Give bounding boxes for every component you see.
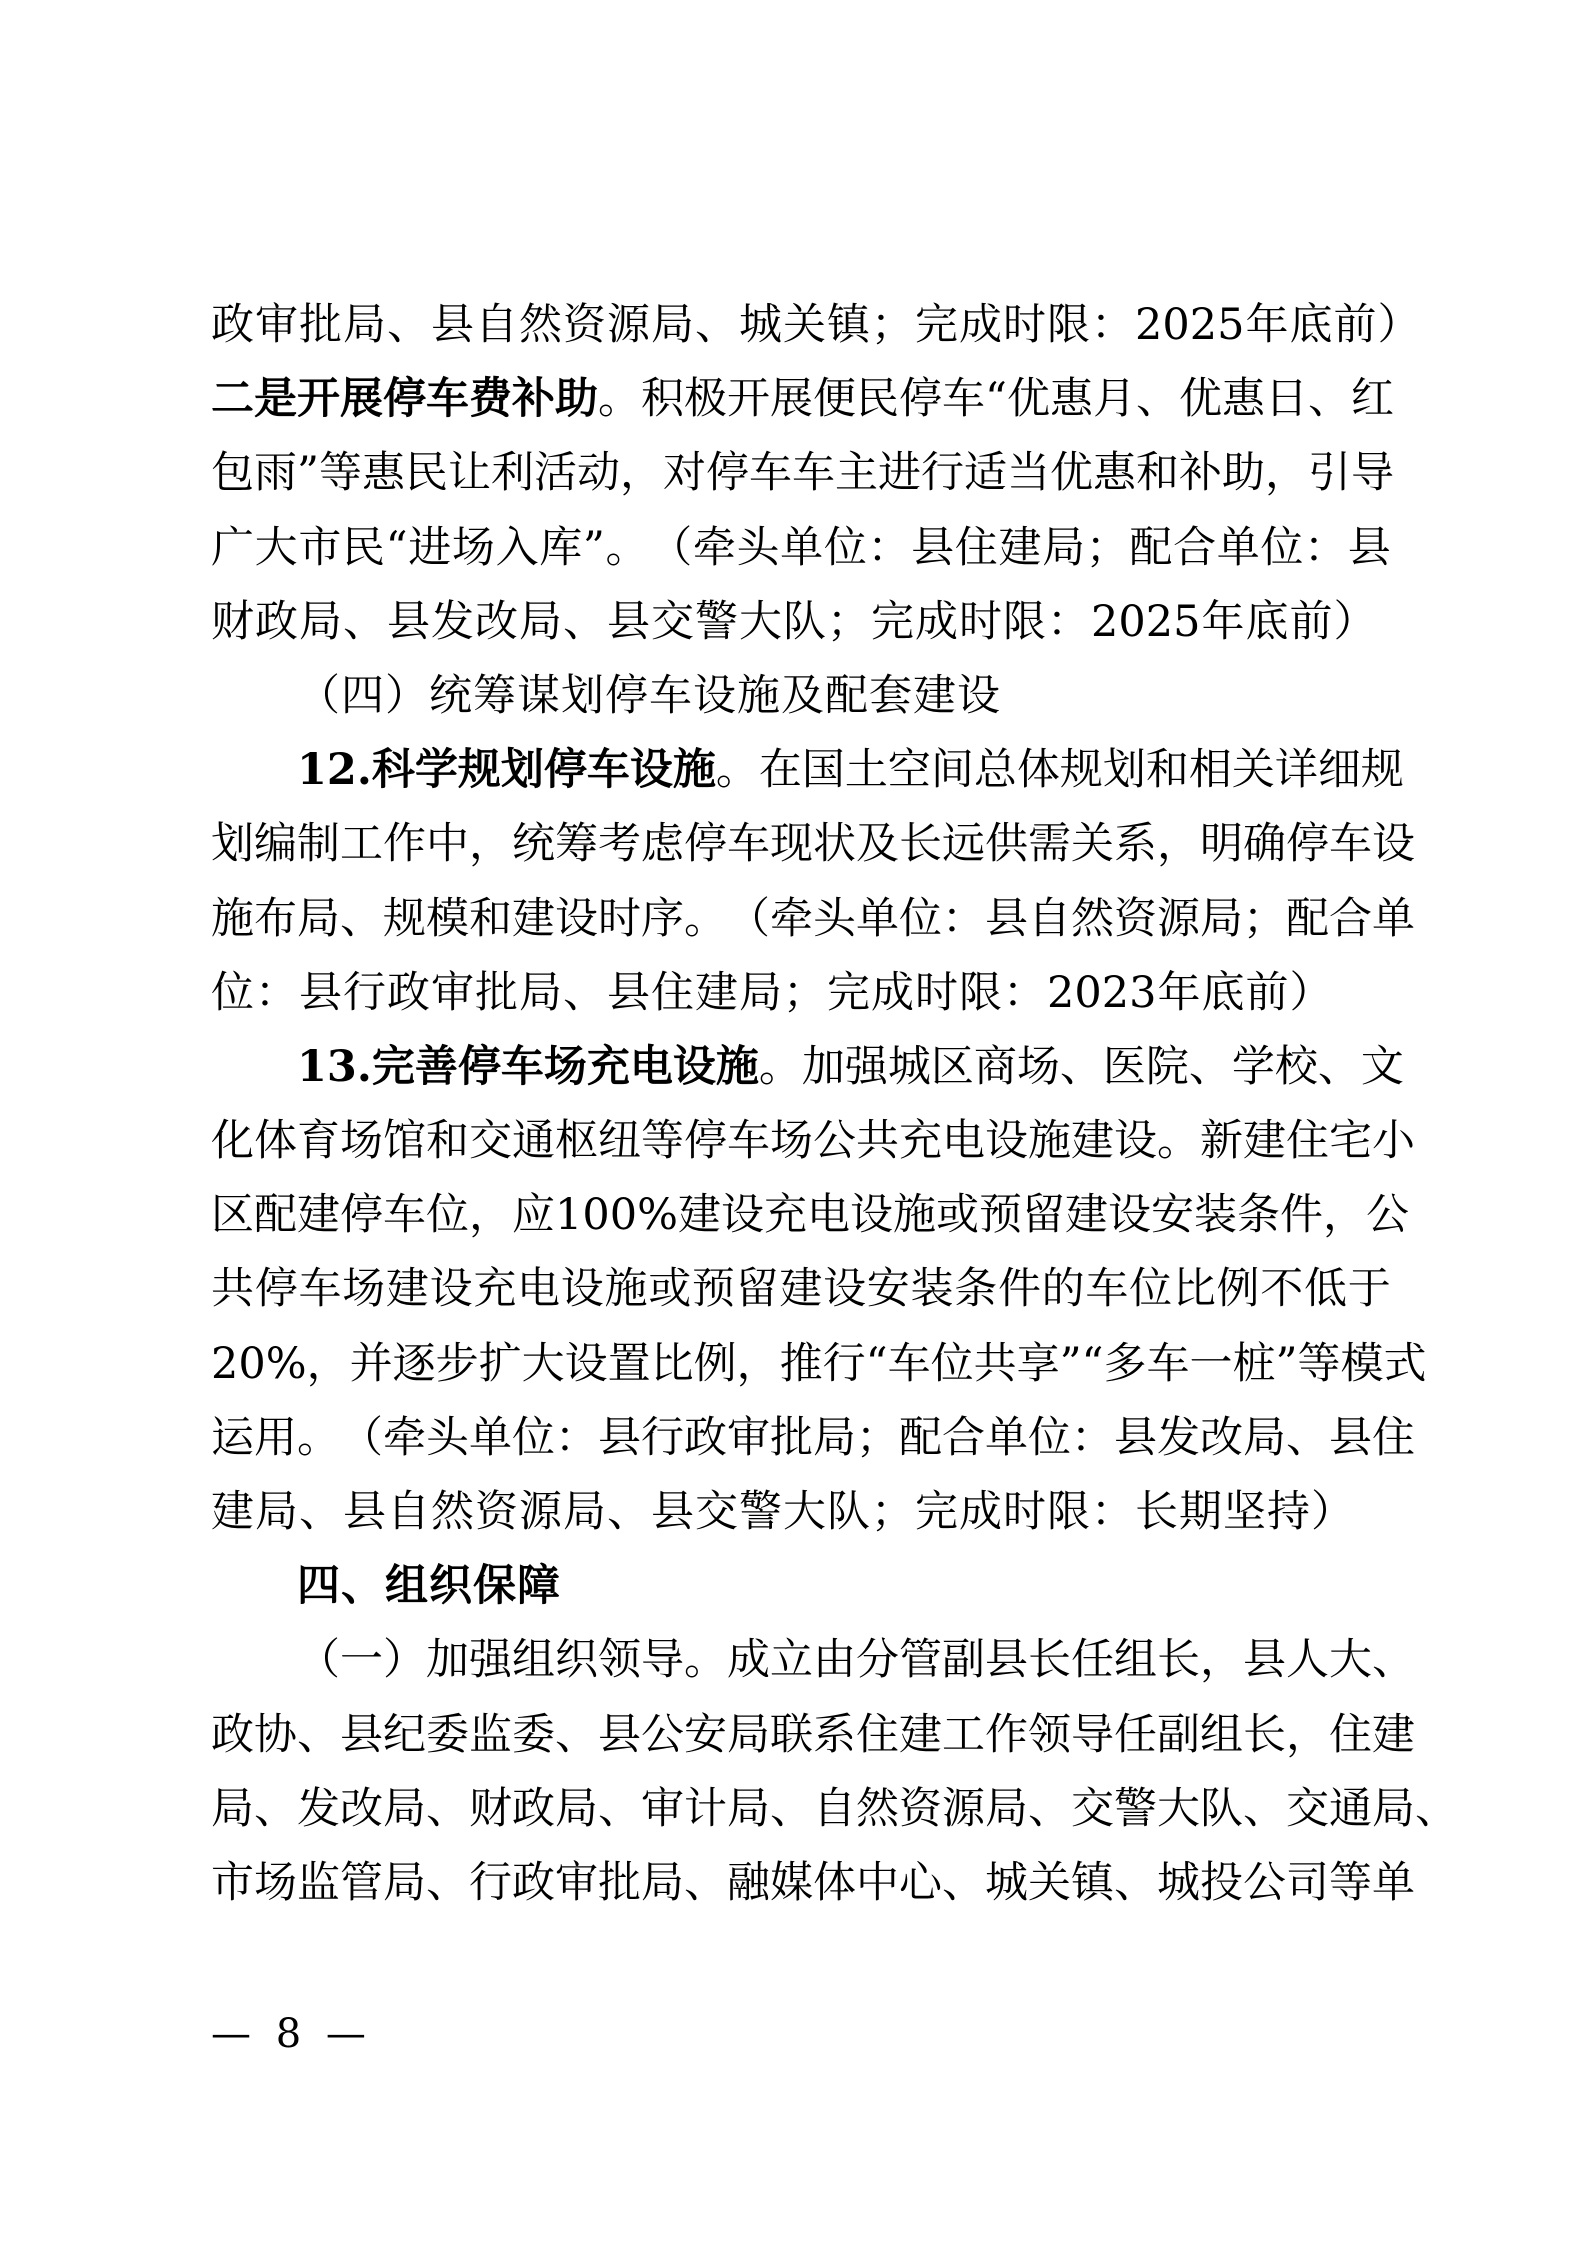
text-line: 包 雨 ” 等 惠 民 让 利 活 动 ， 对 停 车 车 主 进 行 适 当 优 惠 和 补 助 ， 引 导 (211, 448, 1394, 499)
text-line: 划 编 制 工 作 中 ， 统 筹 考 虑 停 车 现 状 及 长 远 供 需 关 系 ， 明 确 停 车 设 (211, 819, 1415, 870)
text-line: （ 四 ） 统 筹 谋 划 停 车 设 施 及 配 套 建 设 (297, 670, 1000, 721)
text-line: 建 局 、 县 自 然 资 源 局 、 县 交 警 大 队 ； 完 成 时 限 ： 长 期 坚 持 ） (211, 1487, 1354, 1537)
text-line: （ 一 ） 加 强 组 织 领 导 。 成 立 由 分 管 副 县 长 任 组 长 ， 县 人 大 、 (297, 1635, 1415, 1686)
text-line: 市 场 监 管 局 、 行 政 审 批 局 、 融 媒 体 中 心 、 城 关 镇 、 城 投 公 司 等 单 (211, 1857, 1415, 1908)
text-line: 政 协 、 县 纪 委 监 委 、 县 公 安 局 联 系 住 建 工 作 领 导 任 副 组 长 ， 住 建 (211, 1709, 1415, 1760)
text-line: 13. 完 善 停 车 场 充 电 设 施 。 加 强 城 区 商 场 、 医 院 、 学 校 、 文 (297, 1041, 1404, 1092)
text-line: 广 大 市 民 “ 进 场 入 库 ” 。 （ 牵 头 单 位 ： 县 住 建 局 ； 配 合 单 位 ： 县 (211, 522, 1391, 573)
text-line: 位 ： 县 行 政 审 批 局 、 县 住 建 局 ； 完 成 时 限 ： 2023 年 底 前 ） (211, 967, 1333, 1018)
body-text (211, 288, 1458, 1920)
text-line: 区 配 建 停 车 位 ， 应 100% 建 设 充 电 设 施 或 预 留 建 设 安 装 条 件 ， 公 (211, 1190, 1409, 1241)
text-line: 二 是 开 展 停 车 费 补 助 。 积 极 开 展 便 民 停 车 “ 优 惠 月 、 优 惠 日 、 红 (211, 374, 1394, 425)
text-line: 12. 科 学 规 划 停 车 设 施 。 在 国 土 空 间 总 体 规 划 和 相 关 详 细 规 (297, 745, 1404, 796)
text-line: 政 审 批 局 、 县 自 然 资 源 局 、 城 关 镇 ； 完 成 时 限 ： 2025 年 底 前 ） (211, 300, 1421, 350)
text-line: 施 布 局 、 规 模 和 建 设 时 序 。 （ 牵 头 单 位 ： 县 自 然 资 源 局 ； 配 合 单 (211, 893, 1415, 944)
section-heading: 四 、 组 织 保 障 (297, 1561, 560, 1612)
page-number: — 8 — (211, 2011, 372, 2057)
text-line: 化 体 育 场 馆 和 交 通 枢 纽 等 停 车 场 公 共 充 电 设 施 建 设 。 新 建 住 宅 小 (211, 1116, 1415, 1167)
text-line: 运 用 。 （ 牵 头 单 位 ： 县 行 政 审 批 局 ； 配 合 单 位 ： 县 发 改 局 、 县 住 (211, 1412, 1415, 1463)
text-line: 20% ， 并 逐 步 扩 大 设 置 比 例 ， 推 行 “ 车 位 共 享 ” “ 多 车 一 桩 ” 等 模 式 (211, 1338, 1427, 1389)
text-line: 局 、 发 改 局 、 财 政 局 、 审 计 局 、 自 然 资 源 局 、 交 警 大 队 、 交 通 局 、 (211, 1783, 1458, 1834)
text-line: 共 停 车 场 建 设 充 电 设 施 或 预 留 建 设 安 装 条 件 的 车 位 比 例 不 低 于 (211, 1264, 1391, 1315)
text-line: 财 政 局 、 县 发 改 局 、 县 交 警 大 队 ； 完 成 时 限 ： 2025 年 底 前 ） (211, 596, 1377, 647)
